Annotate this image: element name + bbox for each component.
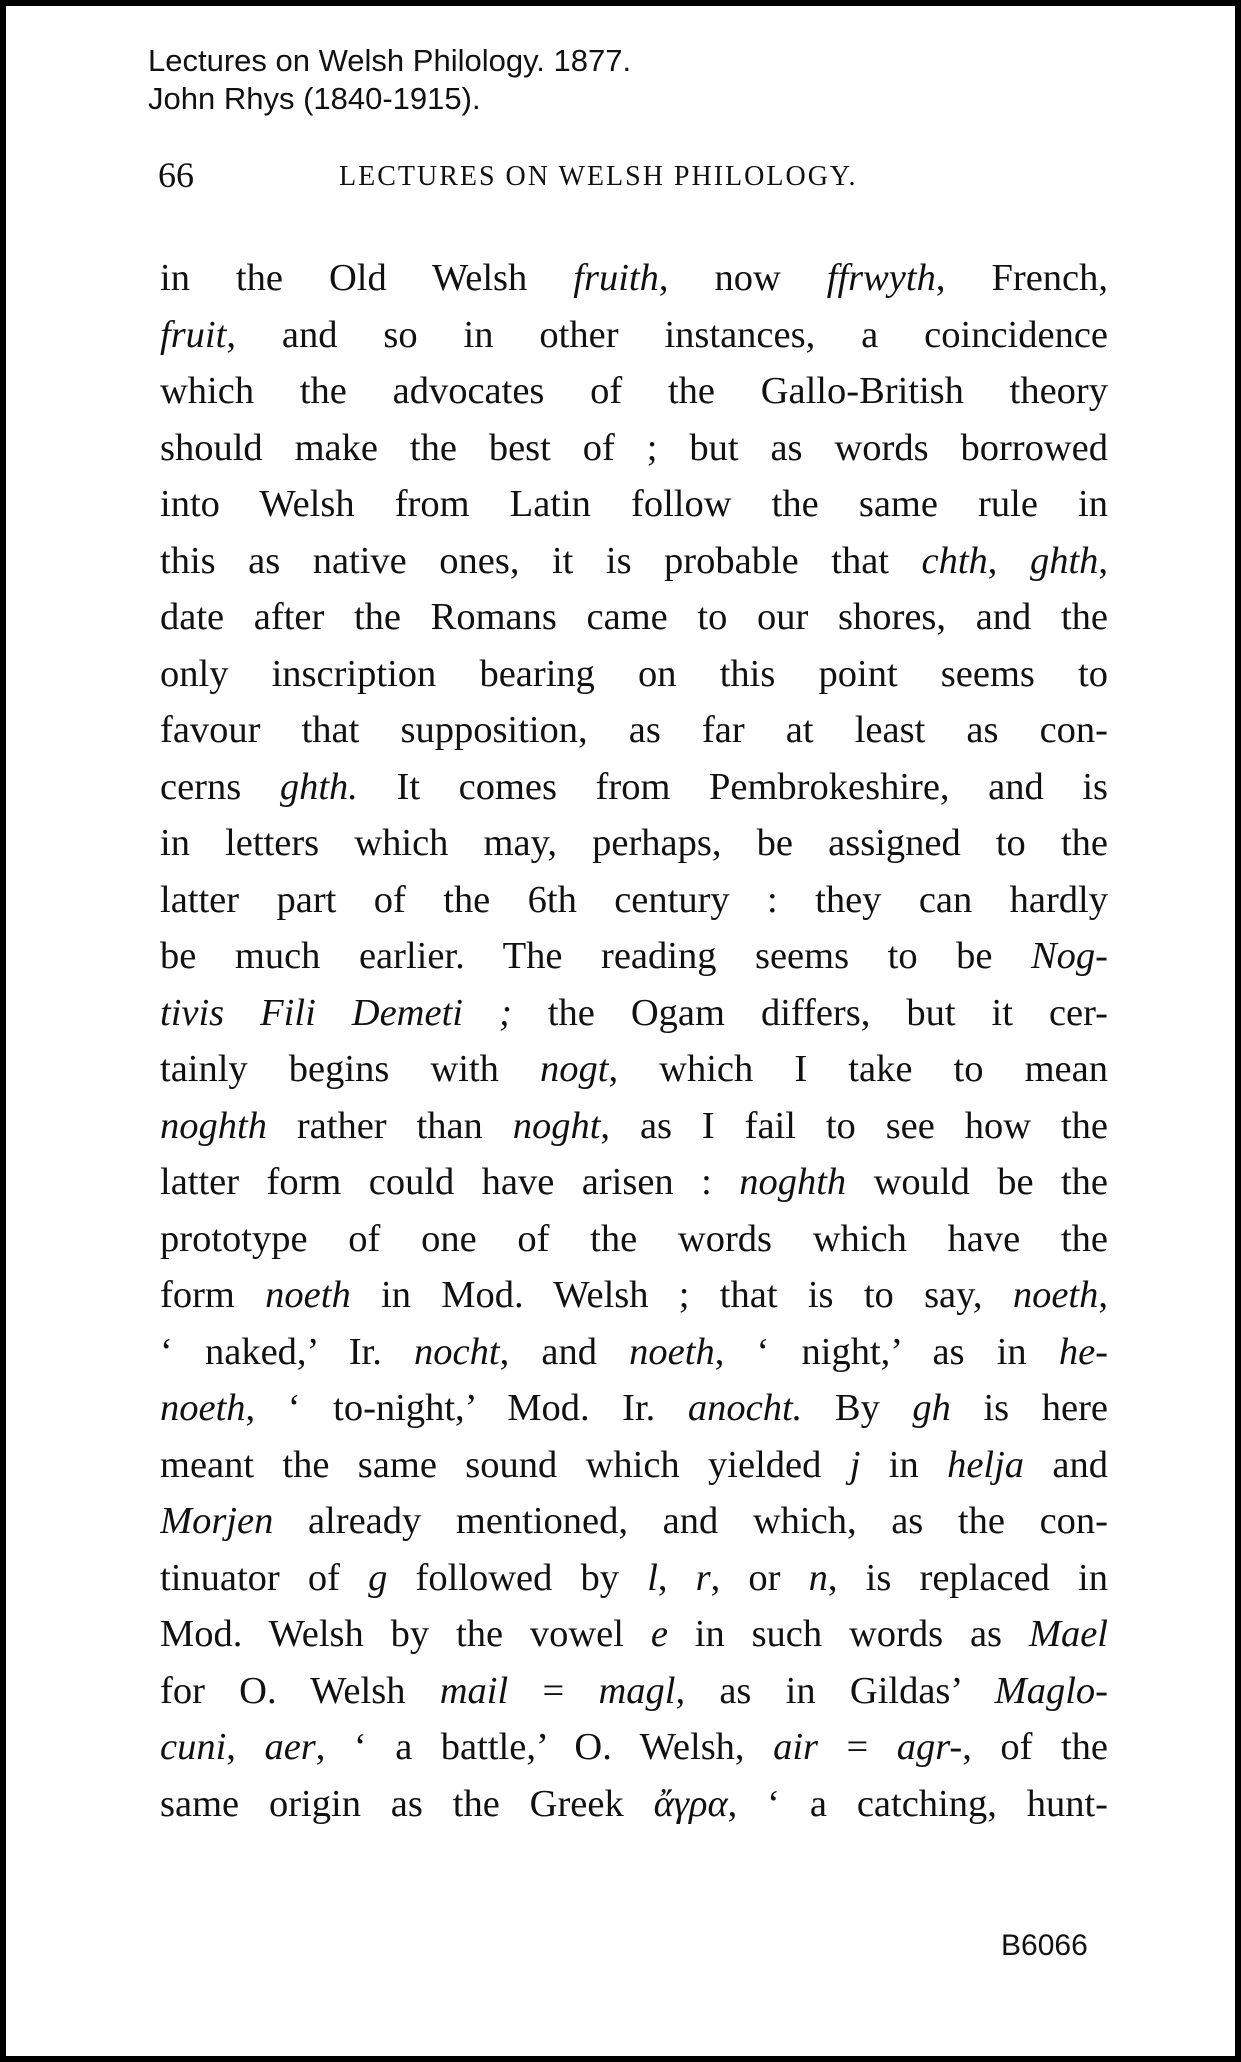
italic-text: agr-	[896, 1726, 963, 1768]
italic-text: anocht.	[687, 1387, 803, 1429]
body-text	[160, 250, 1108, 1832]
italic-text: cuni	[160, 1726, 227, 1768]
italic-text: j	[849, 1443, 861, 1486]
text-run: , which I take to mean	[608, 1048, 1108, 1090]
text-line	[160, 759, 1108, 816]
text-run: should make the best of ; but as words borrowed	[160, 426, 1108, 469]
italic-text: nocht	[414, 1330, 500, 1373]
text-run: ‘ naked,’ Ir.	[160, 1330, 415, 1373]
text-run: which the advocates of the Gallo-British theory	[160, 370, 1108, 412]
text-line	[160, 307, 1108, 364]
text-line	[160, 872, 1108, 929]
text-run: , ‘ a battle,’ O. Welsh,	[315, 1726, 774, 1768]
text-run: followed by	[387, 1556, 648, 1599]
italic-text: gh	[912, 1387, 951, 1429]
italic-text: noght	[512, 1104, 601, 1147]
text-line	[160, 702, 1108, 759]
text-line	[160, 1041, 1108, 1098]
text-run: in the Old Welsh	[160, 257, 574, 299]
text-run: =	[508, 1669, 599, 1712]
text-line	[160, 646, 1108, 703]
text-line	[160, 420, 1108, 477]
caption-author: John Rhys (1840-1915).	[148, 81, 481, 116]
italic-text: noeth	[629, 1330, 715, 1373]
text-run: in	[860, 1443, 948, 1486]
text-run: , and so in other instances, a coincidence	[226, 313, 1108, 356]
text-run: meant the same sound which yielded	[160, 1443, 850, 1486]
italic-text: n	[808, 1556, 828, 1599]
text-line	[160, 1437, 1108, 1494]
text-run: By	[802, 1387, 913, 1429]
text-run: , ‘ night,’ as in	[714, 1330, 1059, 1373]
italic-text: magl	[598, 1669, 676, 1712]
text-run: cerns	[160, 765, 280, 808]
italic-text: tivis Fili Demeti ;	[160, 991, 512, 1034]
text-run: , of the	[962, 1726, 1108, 1768]
page-number: 66	[158, 155, 194, 195]
text-line	[160, 1776, 1108, 1833]
text-line	[160, 589, 1108, 646]
italic-text: aer	[264, 1726, 316, 1768]
text-run: in Mod. Welsh ; that is to say,	[350, 1274, 1013, 1316]
text-run: prototype of one of the words which have the	[160, 1217, 1108, 1260]
running-title: LECTURES ON WELSH PHILOLOGY.	[339, 161, 858, 192]
text-run: date after the Romans came to our shores, and the	[160, 596, 1108, 638]
text-run: in letters which may, perhaps, be assigned to the	[160, 822, 1108, 864]
text-run: is here	[950, 1387, 1108, 1429]
italic-text: ghth.	[279, 765, 358, 808]
text-run: rather than	[266, 1104, 513, 1147]
italic-text: fruith	[573, 257, 659, 299]
italic-text: r	[695, 1556, 711, 1599]
text-run: , is replaced in	[827, 1556, 1108, 1599]
source-caption	[148, 42, 631, 118]
italic-text: noeth	[160, 1387, 246, 1429]
text-run: tainly begins with	[160, 1048, 540, 1090]
italic-text: mail	[439, 1669, 509, 1712]
text-line	[160, 1719, 1108, 1776]
text-line	[160, 1606, 1108, 1663]
italic-text: helja	[947, 1443, 1025, 1486]
text-run: and	[1024, 1443, 1108, 1486]
text-line	[160, 533, 1108, 590]
italic-text: ghth	[1029, 539, 1099, 582]
italic-text: fruit	[160, 313, 227, 356]
italic-text: noeth	[1012, 1274, 1099, 1316]
text-line	[160, 250, 1108, 307]
text-run: , as I fail to see how the	[600, 1104, 1108, 1147]
italic-text: Morjen	[160, 1500, 274, 1542]
italic-text: nogt	[539, 1048, 609, 1090]
text-run: , now	[658, 257, 827, 299]
text-run: Mod. Welsh by the vowel	[160, 1613, 651, 1655]
text-line	[160, 1380, 1108, 1437]
text-run: , ‘ a catching, hunt-	[727, 1782, 1108, 1825]
text-line	[160, 985, 1108, 1042]
italic-text: he-	[1058, 1330, 1108, 1373]
text-run: ,	[226, 1726, 265, 1768]
text-run: , as in Gildas’	[675, 1669, 995, 1712]
text-line	[160, 815, 1108, 872]
text-run: form	[160, 1274, 266, 1316]
text-run: same origin as the Greek	[160, 1782, 654, 1825]
italic-text: chth	[921, 539, 988, 582]
text-run: , French,	[935, 257, 1108, 299]
italic-text: e	[650, 1613, 668, 1655]
text-run: ,	[1098, 1274, 1108, 1316]
text-run: only inscription bearing on this point seems to	[160, 652, 1108, 695]
text-run: tinuator of	[160, 1556, 369, 1599]
text-run: latter form could have arisen :	[160, 1161, 740, 1203]
italic-text: Mael	[1028, 1613, 1108, 1655]
text-run: this as native ones, it is probable that	[160, 539, 922, 582]
text-line	[160, 1154, 1108, 1211]
italic-text: noghth	[739, 1161, 847, 1203]
text-run: It comes from Pembrokeshire, and is	[357, 765, 1108, 808]
italic-text: Maglo-	[994, 1669, 1108, 1712]
text-line	[160, 1663, 1108, 1720]
text-line	[160, 1324, 1108, 1381]
text-line	[160, 1493, 1108, 1550]
text-run: already mentioned, and which, as the con-	[273, 1500, 1108, 1542]
running-header	[156, 152, 1116, 202]
italic-text: g	[368, 1556, 388, 1599]
text-run: =	[818, 1726, 897, 1768]
text-run: in such words as	[667, 1613, 1029, 1655]
italic-text: ἄγρα	[653, 1782, 728, 1825]
text-line	[160, 363, 1108, 420]
text-run: into Welsh from Latin follow the same rule in	[160, 483, 1108, 525]
text-run: for O. Welsh	[160, 1669, 440, 1712]
text-run: would be the	[846, 1161, 1108, 1203]
text-line	[160, 476, 1108, 533]
text-run: the Ogam differs, but it cer-	[511, 991, 1108, 1034]
italic-text: ffrwyth	[826, 257, 936, 299]
text-run: ,	[987, 539, 1030, 582]
text-run: favour that supposition, as far at least as con-	[160, 709, 1108, 751]
text-line	[160, 928, 1108, 985]
italic-text: air	[773, 1726, 818, 1768]
italic-text: noeth	[265, 1274, 351, 1316]
text-run: , and	[499, 1330, 630, 1373]
text-run: ,	[1098, 539, 1108, 582]
text-run: , or	[710, 1556, 809, 1599]
italic-text: noghth	[160, 1104, 267, 1147]
italic-text: l	[647, 1556, 658, 1599]
text-line	[160, 1267, 1108, 1324]
text-run: , ‘ to-night,’ Mod. Ir.	[245, 1387, 688, 1429]
italic-text: Nog-	[1031, 935, 1108, 977]
text-run: be much earlier. The reading seems to be	[160, 935, 1031, 977]
footer-code: B6066	[1001, 1929, 1088, 1962]
text-line	[160, 1211, 1108, 1268]
text-run: latter part of the 6th century : they can hardly	[160, 878, 1108, 921]
text-line	[160, 1550, 1108, 1607]
text-run: ,	[657, 1556, 696, 1599]
text-line	[160, 1098, 1108, 1155]
caption-title: Lectures on Welsh Philology. 1877.	[148, 43, 632, 78]
